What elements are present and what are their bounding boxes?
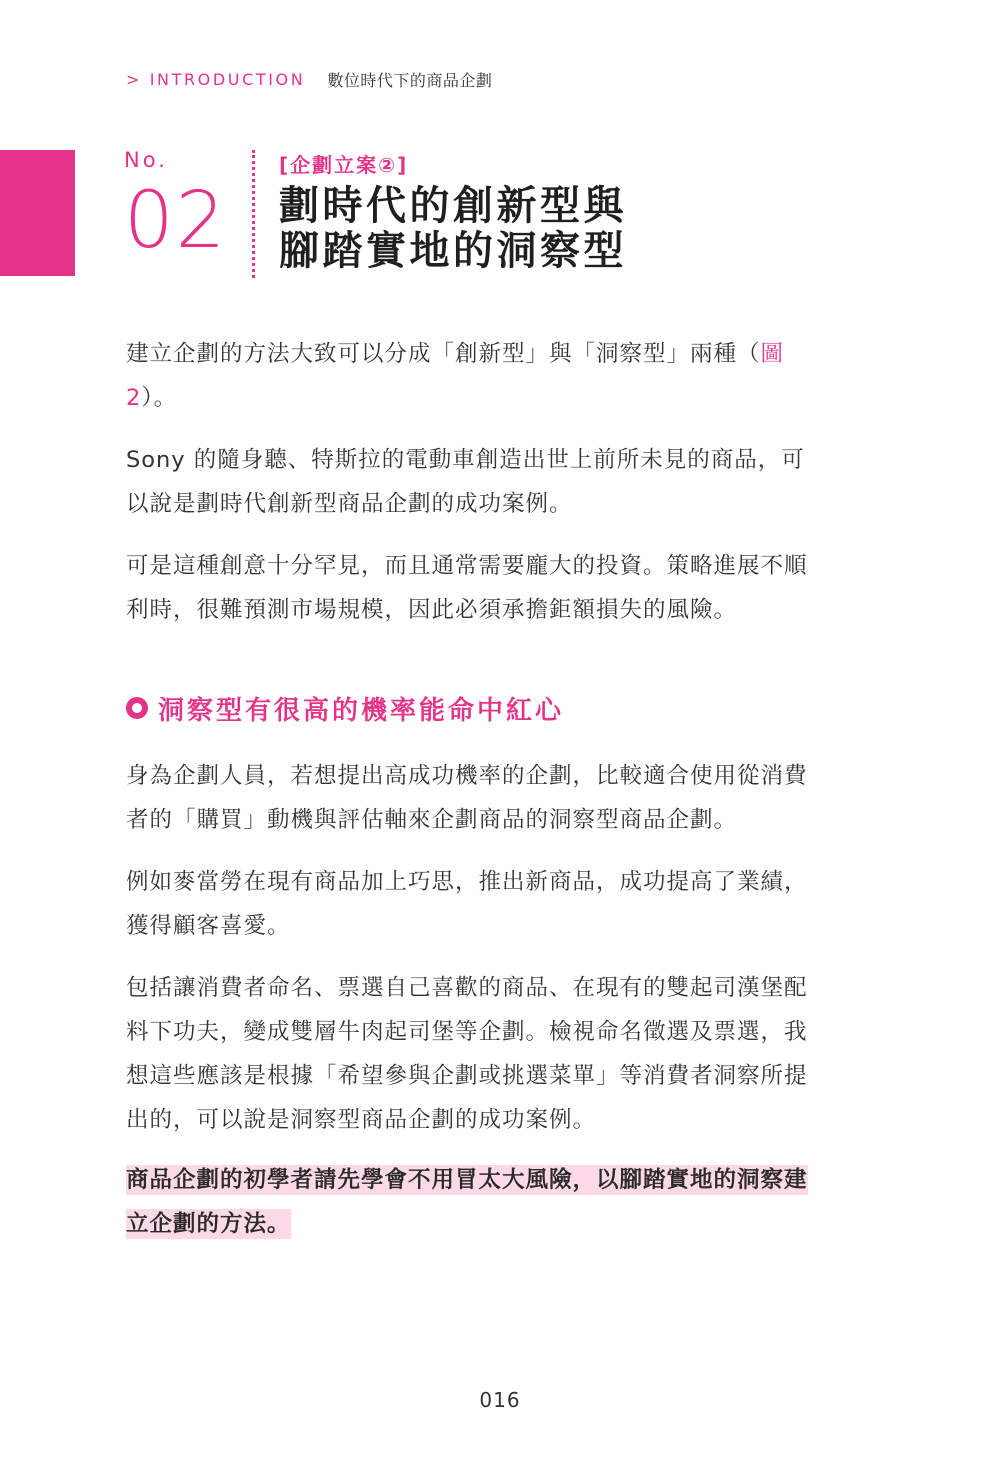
running-head (126, 66, 492, 92)
paragraph-6-line-4: 出的，可以說是洞察型商品企劃的成功案例。 (126, 1107, 597, 1133)
paragraph-5-line-2: 獲得顧客喜愛。 (126, 913, 291, 939)
paragraph-5 (126, 860, 852, 948)
paragraph-5-line-1: 例如麥當勞在現有商品加上巧思，推出新商品，成功提高了業績， (126, 869, 808, 895)
paragraph-6-line-3: 想這些應該是根據「希望參與企劃或挑選菜單」等消費者洞察所提 (126, 1063, 808, 1089)
section-label: > INTRODUCTION (126, 69, 306, 89)
paragraph-3 (126, 544, 852, 632)
highlight-line-2: 立企劃的方法。 (126, 1211, 291, 1237)
ring-icon (126, 697, 148, 719)
highlight-line-1: 商品企劃的初學者請先學會不用冒太大風險，以腳踏實地的洞察建 (126, 1167, 808, 1193)
page-number: 016 (479, 1388, 521, 1412)
chapter-tag: [企劃立案②] (279, 153, 409, 177)
paragraph-6-line-1: 包括讓消費者命名、票選自己喜歡的商品、在現有的雙起司漢堡配 (126, 975, 808, 1001)
paragraph-4-line-2: 者的「購買」動機與評估軸來企劃商品的洞察型商品企劃。 (126, 807, 738, 833)
paragraph-4 (126, 754, 852, 842)
paragraph-3-line-2: 利時，很難預測市場規模，因此必須承擔鉅額損失的風險。 (126, 597, 738, 623)
section-subheading (126, 688, 564, 728)
paragraph-3-line-1: 可是這種創意十分罕見，而且通常需要龐大的投資。策略進展不順 (126, 553, 808, 579)
paragraph-1 (126, 332, 852, 420)
dotted-divider (252, 150, 255, 278)
paragraph-4-line-1: 身為企劃人員，若想提出高成功機率的企劃，比較適合使用從消費 (126, 763, 808, 789)
chapter-title-line-2: 腳踏實地的洞察型 (279, 228, 627, 274)
chapter-number: 02 (124, 176, 228, 266)
paragraph-2-line-1: Sony 的隨身聽、特斯拉的電動車創造出世上前所未見的商品，可 (126, 447, 805, 473)
chapter-side-tab (0, 150, 75, 276)
paragraph-2-line-2: 以說是劃時代創新型商品企劃的成功案例。 (126, 491, 573, 517)
paragraph-1-text: 建立企劃的方法大致可以分成「創新型」與「洞察型」兩種（ (126, 341, 761, 367)
book-title: 數位時代下的商品企劃 (327, 70, 493, 90)
chapter-number-label: No. (124, 148, 168, 172)
paragraph-6-line-2: 料下功夫，變成雙層牛肉起司堡等企劃。檢視命名徵選及票選，我 (126, 1019, 808, 1045)
chapter-title (279, 184, 679, 274)
subheading-text: 洞察型有很高的機率能命中紅心 (158, 695, 565, 726)
highlighted-takeaway (126, 1158, 856, 1246)
chapter-title-line-1: 劃時代的創新型與 (279, 183, 627, 229)
paragraph-2 (126, 438, 852, 526)
figure-reference-2: 2 (126, 385, 142, 411)
paragraph-1-end: ）。 (141, 385, 178, 411)
figure-reference-1: 圖 (760, 341, 785, 367)
paragraph-6 (126, 966, 852, 1142)
